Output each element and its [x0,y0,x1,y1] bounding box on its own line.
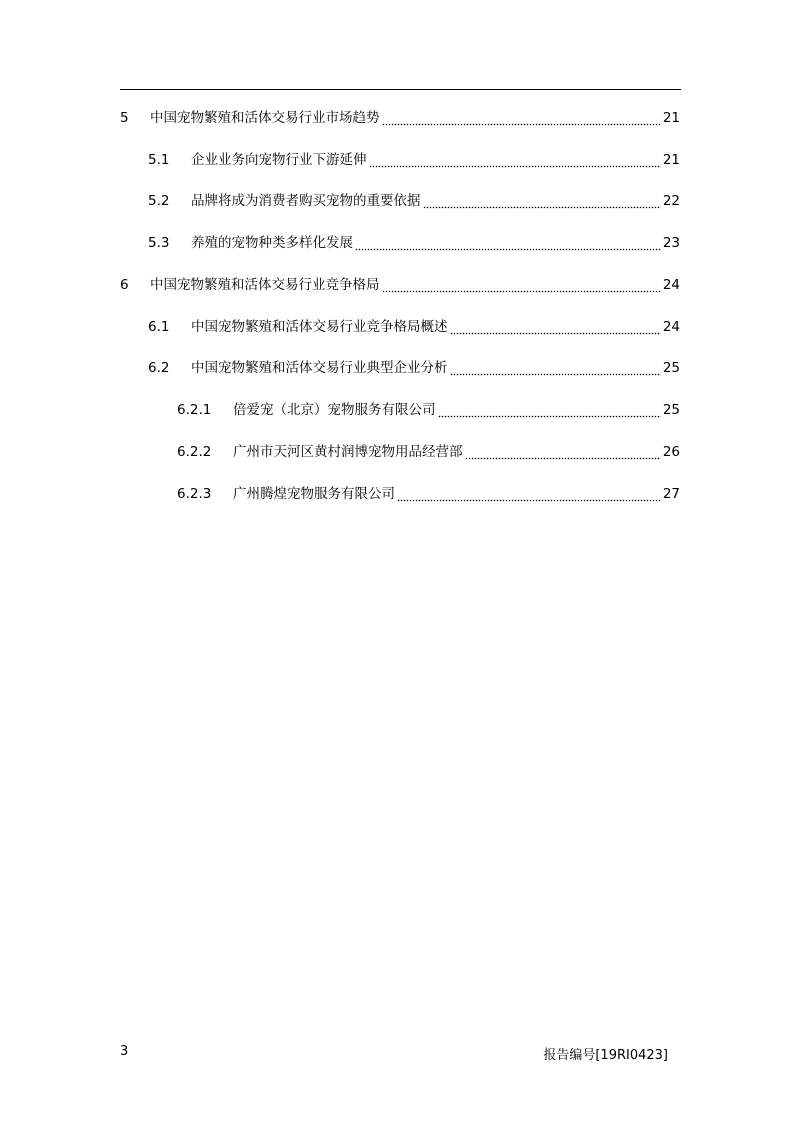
toc-entry-page: 25 [662,360,680,376]
dot-leader [450,317,661,337]
toc-entry-5-3[interactable] [148,233,680,253]
toc-entry-page: 26 [662,444,680,460]
toc-entry-6-2-2[interactable] [177,442,680,462]
dot-leader [423,191,661,211]
toc-entry-number: 5.1 [148,152,170,168]
toc-entry-title: 企业业务向宠物行业下游延伸 [191,152,367,168]
toc-entry-page: 27 [662,486,680,502]
toc-entry-number: 6.2.2 [177,444,212,460]
dot-leader [382,108,661,128]
toc-entry-title: 中国宠物繁殖和活体交易行业典型企业分析 [191,360,448,376]
toc-entry-page: 25 [662,402,680,418]
toc-entry-6-2-3[interactable] [177,484,680,504]
toc-entry-number: 5.2 [148,193,170,209]
toc-entry-5[interactable] [120,108,680,128]
toc-entry-title: 广州腾煌宠物服务有限公司 [233,486,395,502]
toc-entry-title: 中国宠物繁殖和活体交易行业竞争格局 [150,277,380,293]
toc-entry-page: 21 [662,152,680,168]
toc-entry-number: 6.2 [148,360,170,376]
toc-entry-number: 6.1 [148,319,170,335]
toc-entry-page: 21 [662,110,680,126]
toc-entry-title: 养殖的宠物种类多样化发展 [191,235,353,251]
toc-entry-page: 23 [662,235,680,251]
toc-entry-number: 6.2.3 [177,486,212,502]
toc-entry-title: 品牌将成为消费者购买宠物的重要依据 [191,193,421,209]
toc-entry-title: 倍爱宠（北京）宠物服务有限公司 [233,402,436,418]
toc-entry-5-2[interactable] [148,191,680,211]
toc-entry-6-2[interactable] [148,358,680,378]
toc-entry-title: 中国宠物繁殖和活体交易行业竞争格局概述 [191,319,448,335]
toc-entry-5-1[interactable] [148,150,680,170]
toc-entry-6[interactable] [120,275,680,295]
dot-leader [382,275,661,295]
dot-leader [355,233,661,253]
toc-entry-page: 22 [662,193,680,209]
toc-entry-6-1[interactable] [148,317,680,337]
toc-entry-6-2-1[interactable] [177,400,680,420]
footer-page-number: 3 [120,1044,129,1059]
dot-leader [450,358,661,378]
dot-leader [369,150,661,170]
toc-entry-number: 5.3 [148,235,170,251]
toc-entry-number: 6 [120,277,129,293]
toc-entry-title: 中国宠物繁殖和活体交易行业市场趋势 [150,110,380,126]
dot-leader [438,400,661,420]
toc-entry-page: 24 [662,319,680,335]
footer-report-id: 报告编号[19RI0423] [543,1048,668,1063]
toc-entry-number: 6.2.1 [177,402,212,418]
toc-entry-page: 24 [662,277,680,293]
toc-entry-title: 广州市天河区黄村润博宠物用品经营部 [233,444,463,460]
dot-leader [397,484,661,504]
dot-leader [465,442,661,462]
toc-entry-number: 5 [120,110,129,126]
